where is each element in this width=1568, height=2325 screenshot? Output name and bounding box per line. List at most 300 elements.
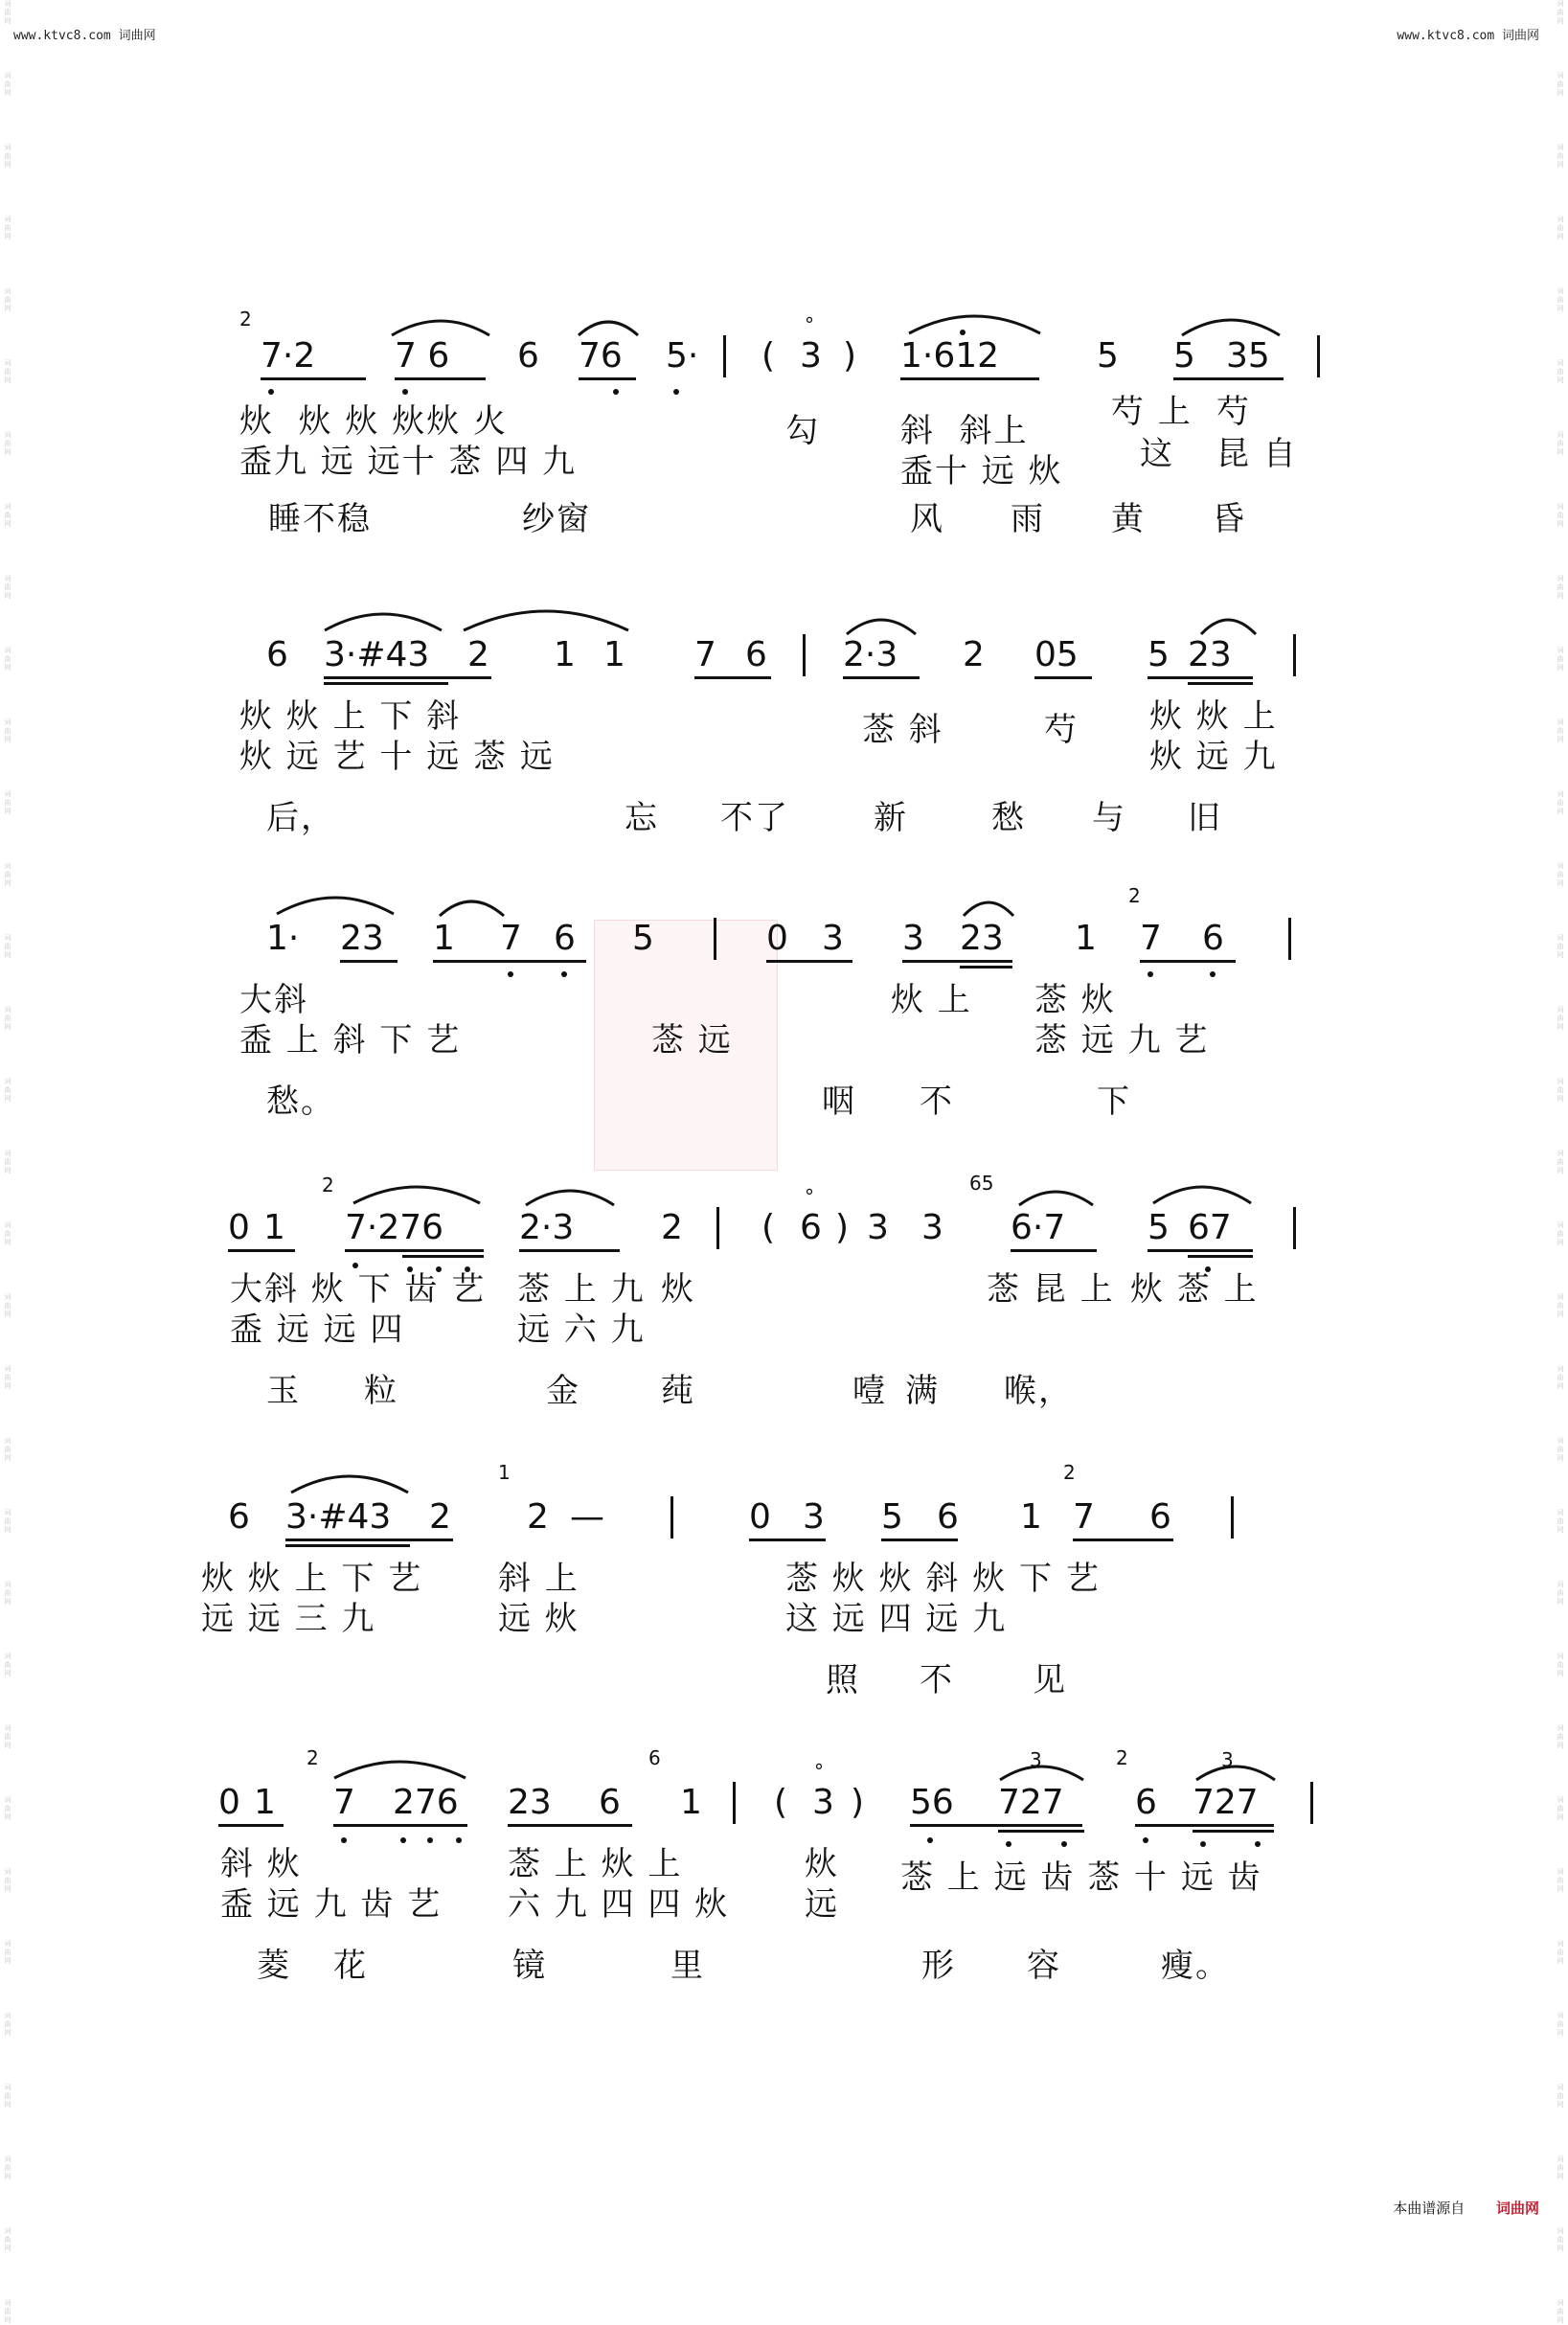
- note: 0: [228, 1208, 250, 1247]
- lyric: 黄: [1111, 500, 1146, 538]
- watermark-text: 词曲网: [1557, 2084, 1564, 2108]
- slur: [1193, 1759, 1279, 1784]
- note: 6: [517, 336, 539, 376]
- note: 7: [1073, 1497, 1095, 1537]
- watermark-text: 词曲网: [4, 1150, 11, 1174]
- lyric: 满: [905, 1372, 940, 1410]
- note: 6: [599, 1783, 621, 1822]
- slur: [905, 308, 1044, 337]
- lyric: 昏: [1212, 500, 1246, 538]
- guqin-tablature: 远 六 九: [517, 1311, 646, 1349]
- watermark-text: 词曲网: [1557, 1365, 1564, 1390]
- watermark-text: 词曲网: [4, 2155, 11, 2180]
- underline: [345, 1249, 484, 1252]
- watermark-text: 词曲网: [1557, 1437, 1564, 1462]
- guqin-tablature: 斜 斜上: [900, 412, 1029, 450]
- system-2: [0, 634, 1568, 941]
- guqin-tablature: 炏 远 九: [1149, 738, 1278, 776]
- note: 6: [554, 919, 576, 958]
- guqin-tablature: 昆 自: [1216, 435, 1298, 473]
- note-group: 727: [998, 1783, 1064, 1822]
- underline: [333, 1824, 467, 1827]
- note-group: 6·7: [1011, 1208, 1066, 1247]
- note-group: 23: [960, 919, 1004, 958]
- watermark-text: 词曲网: [1557, 1293, 1564, 1318]
- lyric: 粒: [364, 1372, 398, 1410]
- underline: [519, 1249, 620, 1252]
- lyric: 旧: [1188, 799, 1222, 837]
- underline: [749, 1539, 826, 1541]
- note-group: 67: [1188, 1208, 1232, 1247]
- note: 5: [1097, 336, 1119, 376]
- grace-note: 2: [1128, 884, 1141, 907]
- dash: —: [570, 1497, 604, 1537]
- note: 5: [1148, 1208, 1170, 1247]
- note: 6: [745, 635, 767, 674]
- octave-dot: [352, 1263, 358, 1268]
- watermark-text: 词曲网: [1557, 1796, 1564, 1821]
- guqin-tablature: 盉十 远 炏: [900, 452, 1063, 490]
- lyric: 容: [1027, 1947, 1061, 1985]
- barline: [1288, 918, 1291, 960]
- underline: [1193, 1830, 1274, 1833]
- underline: [261, 377, 366, 380]
- lyric: 菱: [257, 1947, 291, 1985]
- watermark-text: 词曲网: [4, 0, 11, 25]
- barline: [670, 1496, 673, 1539]
- guqin-tablature: 炏 上: [891, 981, 972, 1019]
- footer-source: 本曲谱源自: [1393, 2200, 1466, 2217]
- lyric: 瘦。: [1161, 1947, 1230, 1985]
- note-group: 35: [1226, 336, 1270, 376]
- barline: [1317, 335, 1320, 377]
- lyric: 金: [546, 1372, 580, 1410]
- lyric: 下: [1097, 1083, 1131, 1121]
- octave-dot: [1061, 1841, 1067, 1847]
- watermark-text: 词曲网: [4, 1365, 11, 1390]
- watermark-text: 词曲网: [4, 1293, 11, 1318]
- watermark-text: 词曲网: [4, 359, 11, 384]
- note-group: 3·#43: [285, 1497, 392, 1537]
- octave-dot: [400, 1837, 406, 1843]
- watermark-text: 词曲网: [4, 1581, 11, 1606]
- guqin-tablature: 菍 上 远 齿 菍 十 远 齿: [900, 1858, 1262, 1897]
- note: 3: [800, 336, 822, 376]
- note: 3: [867, 1208, 889, 1247]
- note: 2: [661, 1208, 683, 1247]
- note-group: 7·276: [345, 1208, 444, 1247]
- watermark-text: 词曲网: [4, 1796, 11, 1821]
- underline: [228, 1249, 295, 1252]
- note-group: 1·612: [900, 336, 1000, 376]
- octave-dot: [1200, 1841, 1206, 1847]
- underline: [766, 960, 852, 963]
- slur: [1149, 1178, 1255, 1207]
- note: 7: [694, 635, 716, 674]
- lyric: 忘: [625, 799, 659, 837]
- watermark-text: 词曲网: [4, 790, 11, 815]
- underline: [881, 1539, 958, 1541]
- lyric: 里: [670, 1947, 705, 1985]
- guqin-tablature: 斜 炏: [220, 1845, 302, 1883]
- grace-note: 65: [969, 1172, 994, 1195]
- slur: [287, 1468, 412, 1496]
- note: 7: [500, 919, 522, 958]
- note-group: 2·3: [519, 1208, 575, 1247]
- watermark-text: 词曲网: [4, 862, 11, 887]
- guqin-tablature: 远 远 三 九: [201, 1600, 376, 1638]
- lyric: 花: [333, 1947, 368, 1985]
- watermark-text: 词曲网: [1557, 216, 1564, 240]
- octave-dot: [402, 389, 408, 395]
- note: 0: [218, 1783, 240, 1822]
- paren-open: (: [774, 1783, 788, 1822]
- watermark-text: 词曲网: [1557, 503, 1564, 528]
- guqin-tablature: 六 九 四 四 炏: [508, 1885, 730, 1924]
- octave-dot: [341, 1837, 347, 1843]
- underline: [285, 1544, 410, 1547]
- octave-dot: [427, 1837, 433, 1843]
- guqin-tablature: 盉 远 九 齿 艺: [220, 1885, 443, 1924]
- underline: [340, 960, 398, 963]
- guqin-tablature: 斜 上: [498, 1560, 579, 1598]
- barline: [716, 1207, 719, 1249]
- note: 6: [1202, 919, 1224, 958]
- watermark-text: 词曲网: [1557, 72, 1564, 97]
- paren-open: (: [761, 336, 776, 376]
- underline: [579, 377, 636, 380]
- slur: [522, 1182, 618, 1209]
- underline: [1140, 960, 1236, 963]
- paren-close: ): [851, 1783, 865, 1822]
- note: 6: [800, 1208, 822, 1247]
- watermark-text: 词曲网: [4, 2299, 11, 2324]
- octave-dot: [673, 389, 679, 395]
- guqin-tablature: 盉 远 远 四: [230, 1311, 405, 1349]
- guqin-tablature: 勾: [785, 412, 820, 450]
- watermark-text: 词曲网: [1557, 2155, 1564, 2180]
- footer: [1393, 2198, 1539, 2218]
- note: 6: [266, 635, 288, 674]
- lyric: 莼: [661, 1372, 695, 1410]
- watermark-text: 词曲网: [1557, 1078, 1564, 1103]
- system-1: [0, 308, 1568, 642]
- watermark-text: 词曲网: [1557, 862, 1564, 887]
- lyric: 睡不稳: [268, 500, 372, 538]
- site-logo[interactable]: 词曲网: [1495, 2200, 1539, 2217]
- underline: [402, 1255, 484, 1258]
- guqin-tablature: 菍 远: [651, 1021, 733, 1060]
- underline: [902, 960, 1012, 963]
- note-group: 2·3: [843, 635, 898, 674]
- slur: [1197, 611, 1260, 638]
- lyric: 噎: [852, 1372, 887, 1410]
- note-group: 56: [910, 1783, 954, 1822]
- underline: [1173, 377, 1284, 380]
- note-group: 7·2: [261, 336, 316, 376]
- note: 5: [1173, 336, 1195, 376]
- octave-dot: [268, 389, 274, 395]
- watermark-text: 词曲网: [4, 1724, 11, 1749]
- note: 2: [467, 635, 489, 674]
- octave-dot: [613, 389, 619, 395]
- note: 1: [263, 1208, 285, 1247]
- barline: [1293, 1207, 1296, 1249]
- underline: [910, 1824, 1082, 1827]
- note-group: 1·: [266, 919, 300, 958]
- header-left: www.ktvc8.com 词曲网: [13, 29, 156, 43]
- underline: [900, 377, 1039, 380]
- watermark-text: 词曲网: [1557, 359, 1564, 384]
- guqin-tablature: 炏 炏 上: [1149, 697, 1278, 736]
- octave-dot: [1210, 971, 1216, 977]
- guqin-tablature: 菍 上 九: [517, 1270, 646, 1309]
- lyric: 玉: [266, 1372, 301, 1410]
- note-group: 7 6: [395, 336, 450, 376]
- watermark-text: 词曲网: [1557, 1509, 1564, 1534]
- underline: [218, 1824, 284, 1827]
- note-group: 23: [340, 919, 384, 958]
- grace-note: 2: [322, 1174, 334, 1197]
- watermark-text: 词曲网: [1557, 1150, 1564, 1174]
- watermark-text: 词曲网: [4, 216, 11, 240]
- watermark-text: 词曲网: [4, 934, 11, 959]
- watermark-text: 词曲网: [4, 1868, 11, 1893]
- paren-close: ): [843, 336, 857, 376]
- paren-close: ): [835, 1208, 850, 1247]
- note-group: 3·#43: [324, 635, 430, 674]
- note: 1: [554, 635, 576, 674]
- note-group: 76: [579, 336, 623, 376]
- note-group: 276: [393, 1783, 459, 1822]
- slur: [575, 314, 642, 339]
- underline: [285, 1539, 453, 1541]
- underline: [998, 1830, 1084, 1833]
- lyric: 风: [910, 500, 944, 538]
- grace-ornament: °: [805, 313, 814, 336]
- lyric: 见: [1033, 1661, 1067, 1699]
- slur: [1015, 1184, 1097, 1209]
- slur: [388, 314, 493, 339]
- watermark-text: 词曲网: [1557, 1868, 1564, 1893]
- grace-ornament: °: [814, 1760, 824, 1783]
- watermark-text: 词曲网: [1557, 575, 1564, 600]
- guqin-tablature: 芍 上: [1111, 393, 1193, 431]
- note: 6: [228, 1497, 250, 1537]
- underline: [324, 682, 448, 685]
- watermark-text: 词曲网: [1557, 1221, 1564, 1246]
- watermark-text: 词曲网: [1557, 431, 1564, 456]
- note: 1: [1020, 1497, 1042, 1537]
- underline: [960, 966, 1012, 969]
- note: 7: [333, 1783, 355, 1822]
- note-group: 05: [1034, 635, 1079, 674]
- note: 6: [1149, 1497, 1171, 1537]
- underline: [1034, 676, 1092, 679]
- underline: [508, 1824, 632, 1827]
- octave-dot: [508, 971, 513, 977]
- guqin-tablature: 炏: [661, 1270, 695, 1309]
- note-group: 23: [1188, 635, 1232, 674]
- lyric: 新: [874, 799, 908, 837]
- lyric: 雨: [1011, 500, 1045, 538]
- slur: [960, 895, 1017, 920]
- watermark-text: 词曲网: [1557, 1581, 1564, 1606]
- barline: [803, 634, 806, 676]
- watermark-text: 词曲网: [1557, 718, 1564, 743]
- slur: [436, 893, 508, 920]
- watermark-text: 词曲网: [4, 2084, 11, 2108]
- barline: [1293, 634, 1296, 676]
- underline: [1011, 1249, 1097, 1252]
- barline: [733, 1782, 736, 1824]
- note: 5·: [666, 336, 699, 376]
- note-group: 727: [1193, 1783, 1259, 1822]
- watermark-text: 词曲网: [4, 1221, 11, 1246]
- barline: [1310, 1782, 1313, 1824]
- guqin-tablature: 远 炏: [498, 1600, 579, 1638]
- lyric: 不: [920, 1661, 954, 1699]
- guqin-tablature: 盉 上 斜 下 艺: [239, 1021, 462, 1060]
- slur: [330, 1753, 469, 1782]
- grace-note: 1: [498, 1461, 511, 1484]
- slur: [1178, 312, 1284, 339]
- guqin-tablature: 大斜 炏 下 齿 艺: [230, 1270, 487, 1309]
- note: 5: [1148, 635, 1170, 674]
- note: 1: [603, 635, 625, 674]
- octave-dot: [1006, 1841, 1011, 1847]
- watermark-text: 词曲网: [4, 2012, 11, 2037]
- barline: [1231, 1496, 1234, 1539]
- watermark-text: 词曲网: [4, 431, 11, 456]
- note: 6: [1135, 1783, 1157, 1822]
- watermark-text: 词曲网: [4, 1078, 11, 1103]
- watermark-text: 词曲网: [1557, 1006, 1564, 1031]
- watermark-text: 词曲网: [4, 575, 11, 600]
- grace-note: 6: [648, 1746, 661, 1769]
- lyric: 照: [826, 1661, 860, 1699]
- grace-note: 2: [307, 1746, 319, 1769]
- watermark-text: 词曲网: [1557, 144, 1564, 169]
- watermark-text: 词曲网: [1557, 1653, 1564, 1677]
- underline: [1188, 1255, 1253, 1258]
- watermark-text: 词曲网: [1557, 2012, 1564, 2037]
- grace-note: 2: [1116, 1746, 1128, 1769]
- system-5: [0, 1461, 1568, 1803]
- octave-dot: [927, 1837, 933, 1843]
- octave-dot: [456, 1837, 462, 1843]
- watermark-text: 词曲网: [1557, 2299, 1564, 2324]
- note: 5: [881, 1497, 903, 1537]
- note: 1: [433, 919, 455, 958]
- note-group: 23: [508, 1783, 552, 1822]
- underline: [1148, 676, 1253, 679]
- note: 3: [921, 1208, 943, 1247]
- guqin-tablature: 这: [1140, 435, 1174, 473]
- slur: [843, 611, 920, 638]
- lyric: 不: [920, 1083, 954, 1121]
- note: 3: [822, 919, 844, 958]
- guqin-tablature: 炏: [805, 1845, 839, 1883]
- underline: [1148, 1249, 1253, 1252]
- watermark-text: 词曲网: [4, 1653, 11, 1677]
- underline: [324, 676, 491, 679]
- lyric: 喉，: [1004, 1372, 1073, 1410]
- watermark-text: 词曲网: [1557, 790, 1564, 815]
- system-3: [0, 884, 1568, 1224]
- guqin-tablature: 这 远 四 远 九: [785, 1600, 1008, 1638]
- watermark-text: 词曲网: [1557, 934, 1564, 959]
- underline: [395, 377, 486, 380]
- header-right: www.ktvc8.com 词曲网: [1397, 29, 1539, 43]
- note: 0: [766, 919, 788, 958]
- guqin-tablature: 芍: [1216, 393, 1251, 431]
- lyric: 咽: [822, 1083, 856, 1121]
- system-4: [0, 1172, 1568, 1514]
- octave-dot: [561, 971, 567, 977]
- grace-note: 2: [239, 308, 252, 331]
- note: 2: [429, 1497, 451, 1537]
- watermark-text: 词曲网: [4, 2227, 11, 2252]
- note: 3: [902, 919, 924, 958]
- watermark-text: 词曲网: [1557, 287, 1564, 312]
- slur: [321, 605, 445, 634]
- system-6: [0, 1746, 1568, 2088]
- watermark-text: 词曲网: [1557, 2227, 1564, 2252]
- guqin-tablature: 菍 上 炏 上: [508, 1845, 683, 1883]
- underline: [1188, 682, 1253, 685]
- underline: [694, 676, 771, 679]
- guqin-tablature: 菍 斜: [862, 711, 943, 749]
- guqin-tablature: 菍 远 九 艺: [1034, 1021, 1210, 1060]
- note: 3: [803, 1497, 825, 1537]
- watermark-text: 词曲网: [4, 1437, 11, 1462]
- watermark-text: 词曲网: [1557, 0, 1564, 25]
- note: 5: [632, 919, 654, 958]
- underline: [843, 676, 920, 679]
- guqin-tablature: 大斜: [239, 981, 308, 1019]
- underline: [1073, 1539, 1173, 1541]
- watermark-text: 词曲网: [4, 1940, 11, 1965]
- note: 2: [527, 1497, 549, 1537]
- guqin-tablature: 炏 炏 上 下 艺: [201, 1560, 423, 1598]
- watermark-text: 词曲网: [1557, 1724, 1564, 1749]
- barline: [714, 918, 716, 960]
- slur: [460, 602, 632, 634]
- note: 2: [963, 635, 985, 674]
- watermark-text: 词曲网: [4, 1006, 11, 1031]
- guqin-tablature: 炏 炏 上 下 斜: [239, 697, 462, 736]
- note: 7: [1140, 919, 1162, 958]
- watermark-text: 词曲网: [4, 1509, 11, 1534]
- watermark-text: 词曲网: [1557, 647, 1564, 672]
- guqin-tablature: 菍 昆 上: [987, 1270, 1115, 1309]
- tuplet-3: 3: [1030, 1748, 1042, 1771]
- lyric: 愁: [991, 799, 1026, 837]
- guqin-tablature: 远: [805, 1885, 839, 1924]
- watermark-text: 词曲网: [4, 718, 11, 743]
- note: 0: [749, 1497, 771, 1537]
- octave-dot: [1143, 1837, 1148, 1843]
- paren-open: (: [761, 1208, 776, 1247]
- lyric: 纱窗: [522, 500, 591, 538]
- guqin-tablature: 菍 炏: [1034, 981, 1116, 1019]
- slur: [350, 1178, 484, 1207]
- note: 1: [680, 1783, 702, 1822]
- lyric: 不了: [720, 799, 789, 837]
- watermark-text: 词曲网: [4, 287, 11, 312]
- underline: [1135, 1824, 1274, 1827]
